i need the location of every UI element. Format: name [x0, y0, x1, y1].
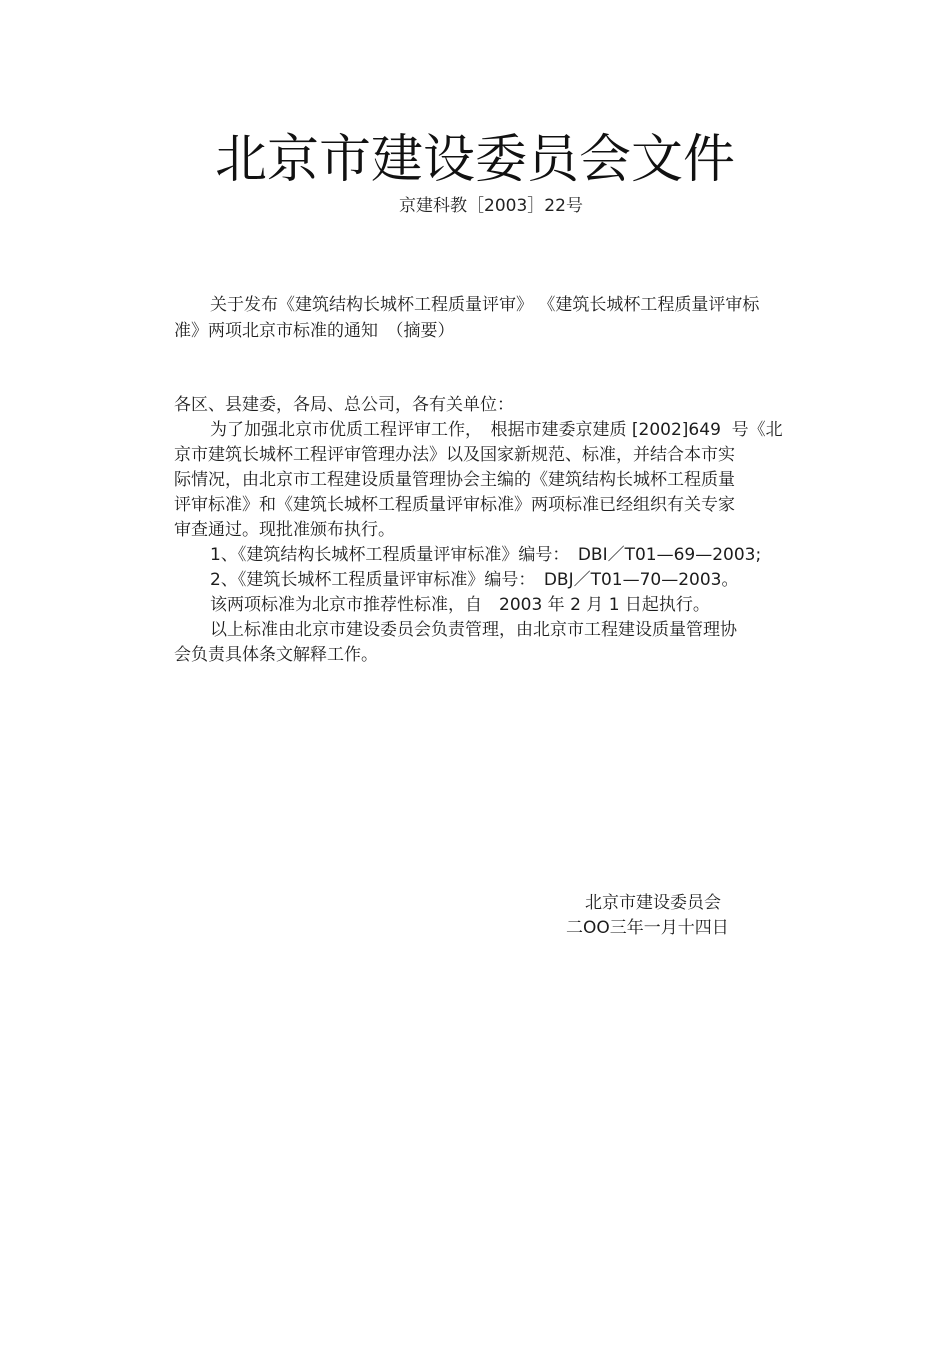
- paragraph-2: 该两项标准为北京市推荐性标准，自 2003 年 2 月 1 日起执行。: [210, 595, 710, 615]
- standard-item-2: 2、《建筑长城杯工程质量评审标准》编号： DBJ／T01—70—2003。: [210, 570, 739, 590]
- paragraph-1-line-3: 际情况，由北京市工程建设质量管理协会主编的《建筑结构长城杯工程质量: [174, 470, 735, 490]
- notice-title-line-2: 准》两项北京市标准的通知 （摘要）: [174, 321, 455, 341]
- document-title: 北京市建设委员会文件: [214, 130, 735, 190]
- salutation: 各区、县建委，各局、总公司，各有关单位：: [174, 395, 514, 415]
- standard-item-1: 1、《建筑结构长城杯工程质量评审标准》编号： DBI／T01—69—2003;: [210, 545, 762, 565]
- paragraph-1-line-1: 为了加强北京市优质工程评审工作， 根据市建委京建质 [2002]649 号《北: [210, 420, 783, 440]
- issuer-name: 北京市建设委员会: [585, 893, 721, 913]
- paragraph-1-line-2: 京市建筑长城杯工程评审管理办法》以及国家新规范、标准，并结合本市实: [174, 445, 735, 465]
- paragraph-1-line-4: 评审标准》和《建筑长城杯工程质量评审标准》两项标准已经组织有关专家: [174, 495, 735, 515]
- paragraph-1-line-5: 审查通过。现批准颁布执行。: [174, 520, 395, 540]
- issue-date: 二OO三年一月十四日: [566, 918, 729, 938]
- paragraph-3-line-2: 会负责具体条文解释工作。: [174, 645, 378, 665]
- paragraph-3-line-1: 以上标准由北京市建设委员会负责管理，由北京市工程建设质量管理协: [210, 620, 737, 640]
- notice-title-line-1: 关于发布《建筑结构长城杯工程质量评审》 《建筑长城杯工程质量评审标: [210, 295, 760, 315]
- document-number: 京建科教［2003］22号: [399, 196, 583, 216]
- document-header: [0, 124, 950, 218]
